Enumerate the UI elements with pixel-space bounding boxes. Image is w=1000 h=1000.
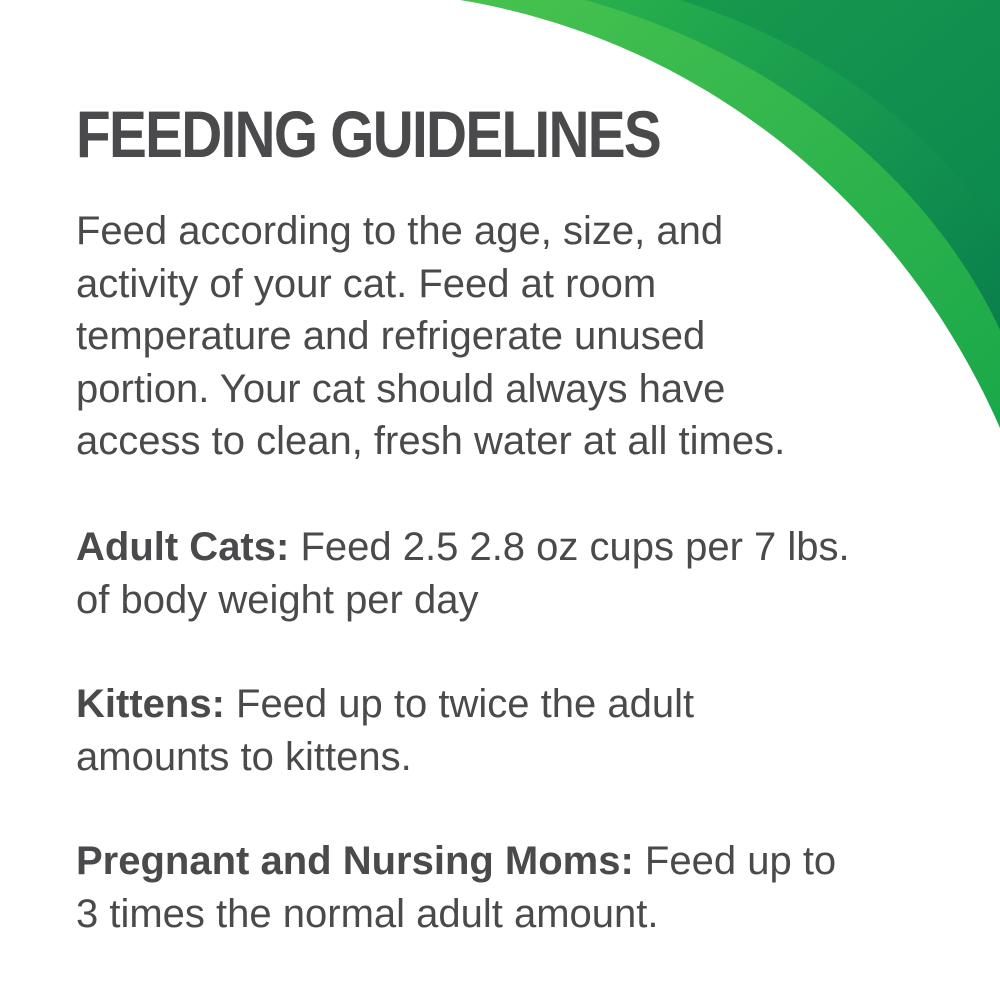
adult-cats-guideline — [76, 521, 850, 626]
intro-line: access to clean, fresh water at all times. — [76, 419, 786, 463]
adult-cats-text-continued: of body weight per day — [76, 577, 479, 622]
kittens-label: Kittens: — [76, 682, 225, 726]
intro-line: portion. Your cat should always have — [76, 366, 726, 411]
adult-cats-label: Adult Cats: — [76, 525, 290, 569]
pregnant-nursing-text-continued: 3 times the normal adult amount. — [76, 891, 659, 936]
intro-paragraph — [76, 205, 785, 468]
kittens-text-continued: amounts to kittens. — [76, 734, 412, 779]
intro-line: activity of your cat. Feed at room — [76, 261, 657, 306]
pregnant-nursing-label: Pregnant and Nursing Moms: — [76, 839, 634, 883]
kittens-guideline — [76, 678, 694, 783]
page-title: FEEDING GUIDELINES — [76, 97, 661, 171]
pregnant-nursing-text: Feed up to — [633, 839, 837, 883]
adult-cats-text: Feed 2.5 2.8 oz cups per 7 lbs. — [289, 525, 850, 569]
intro-line: temperature and refrigerate unused — [76, 314, 706, 358]
kittens-text: Feed up to twice the adult — [224, 682, 695, 726]
pregnant-nursing-guideline — [76, 835, 836, 940]
intro-line: Feed according to the age, size, and — [76, 209, 724, 253]
